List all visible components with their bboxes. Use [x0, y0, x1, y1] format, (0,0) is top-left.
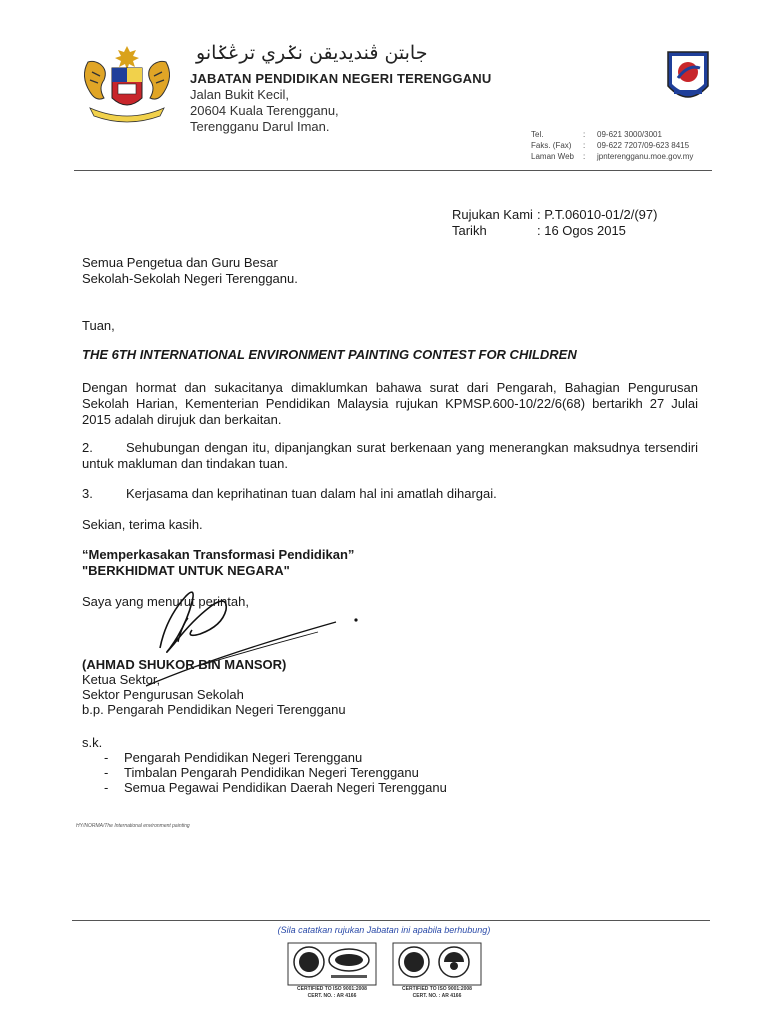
coat-of-arms-icon	[74, 42, 180, 124]
address-line: Jalan Bukit Kecil,	[190, 87, 289, 102]
contact-value: 09-622 7207/09-623 8415	[597, 141, 690, 150]
motto-line-1: “Memperkasakan Transformasi Pendidikan”	[82, 547, 355, 562]
paragraph-1: Dengan hormat dan sukacitanya dimaklumkan bahawa surat dari Pengarah, Bahagian Pengurusan Sekolah Harian, Kementerian Pendidikan Malaysia rujukan KPMSP.600-10/22/6(68) bertarikh 27 Julai 2015 adalah dirujuk dan berkaitan.	[82, 380, 698, 427]
letterhead-divider	[74, 170, 712, 171]
list-item	[104, 765, 447, 780]
list-item	[104, 780, 447, 795]
recipient-line: Sekolah-Sekolah Negeri Terengganu.	[82, 271, 298, 286]
signer-name: (AHMAD SHUKOR BIN MANSOR)	[82, 657, 287, 672]
certification-line: CERTIFIED TO ISO 9001:2008	[297, 986, 367, 992]
reference-value: : P.T.06010-01/2/(97)	[537, 207, 658, 222]
salutation: Tuan,	[82, 318, 115, 333]
address-block	[190, 87, 339, 135]
contact-colon: :	[583, 141, 586, 150]
cc-list	[104, 750, 447, 795]
paragraph-2	[82, 440, 698, 472]
contact-value: 09-621 3000/3001	[597, 130, 662, 139]
contact-row-fax	[531, 140, 693, 151]
paragraph-text: Sehubungan dengan itu, dipanjangkan surat berkenaan yang menerangkan maksudnya tersendiri untuk makluman dan tindakan tuan.	[82, 440, 698, 471]
file-reference-note: HY/NORMA/The International environment painting	[76, 823, 190, 829]
contact-label: Faks. (Fax)	[531, 141, 572, 150]
list-dash: -	[104, 780, 109, 795]
paragraph-number: 2.	[82, 440, 93, 455]
reference-label: Rujukan Kami	[452, 207, 533, 222]
certification-caption	[284, 986, 380, 1000]
paragraph-3	[82, 486, 698, 502]
recipient-line: Semua Pengetua dan Guru Besar	[82, 255, 278, 270]
recipient-block	[82, 255, 298, 287]
footer-note: (Sila catatkan rujukan Jabatan ini apabila berhubung)	[277, 925, 491, 935]
letter-subject: THE 6TH INTERNATIONAL ENVIRONMENT PAINTING CONTEST FOR CHILDREN	[82, 347, 577, 362]
contact-row-tel	[531, 129, 693, 140]
closing-line: Sekian, terima kasih.	[82, 517, 203, 532]
signer-block	[82, 657, 346, 717]
list-item	[104, 750, 447, 765]
address-line: 20604 Kuala Terengganu,	[190, 103, 339, 118]
certification-line: CERTIFIED TO ISO 9001:2008	[402, 986, 472, 992]
iso-certification-icon	[392, 942, 482, 986]
contact-label: Tel.	[531, 130, 544, 139]
signer-title: b.p. Pengarah Pendidikan Negeri Terengganu	[82, 702, 346, 717]
reference-row	[452, 207, 657, 223]
contact-block	[531, 129, 693, 162]
reference-block	[452, 207, 657, 239]
contact-label: Laman Web	[531, 152, 574, 161]
paragraph-text: Kerjasama dan keprihatinan tuan dalam hal ini amatlah dihargai.	[126, 486, 497, 501]
date-label: Tarikh	[452, 223, 487, 238]
certification-line: CERT. NO. : AR 4166	[412, 993, 462, 999]
certification-caption	[389, 986, 485, 1000]
address-line: Terengganu Darul Iman.	[190, 119, 330, 134]
contact-row-web	[531, 151, 693, 162]
jawi-department-name: جابتن ڤنديديقن نݢري ترڠݢانو	[196, 42, 428, 64]
cc-recipient: Timbalan Pengarah Pendidikan Negeri Terengganu	[124, 765, 419, 780]
contact-colon: :	[583, 130, 586, 139]
paragraph-number: 3.	[82, 486, 93, 501]
cc-recipient: Pengarah Pendidikan Negeri Terengganu	[124, 750, 363, 765]
department-badge-icon	[664, 48, 712, 104]
signer-title: Ketua Sektor,	[82, 672, 161, 687]
cc-recipient: Semua Pegawai Pendidikan Daerah Negeri Terengganu	[124, 780, 447, 795]
list-dash: -	[104, 750, 109, 765]
signer-title: Sektor Pengurusan Sekolah	[82, 687, 244, 702]
motto-line-2: "BERKHIDMAT UNTUK NEGARA"	[82, 563, 290, 578]
footer-divider	[72, 920, 710, 921]
iso-certification-icon	[287, 942, 377, 986]
date-value: : 16 Ogos 2015	[537, 223, 626, 238]
contact-colon: :	[583, 152, 586, 161]
department-name: JABATAN PENDIDIKAN NEGERI TERENGGANU	[190, 71, 492, 86]
certification-line: CERT. NO. : AR 4166	[307, 993, 357, 999]
date-row	[452, 223, 657, 239]
perintah-line: Saya yang menurut perintah,	[82, 594, 249, 609]
contact-value: jpnterengganu.moe.gov.my	[597, 152, 694, 161]
cc-label: s.k.	[82, 735, 103, 750]
list-dash: -	[104, 765, 109, 780]
